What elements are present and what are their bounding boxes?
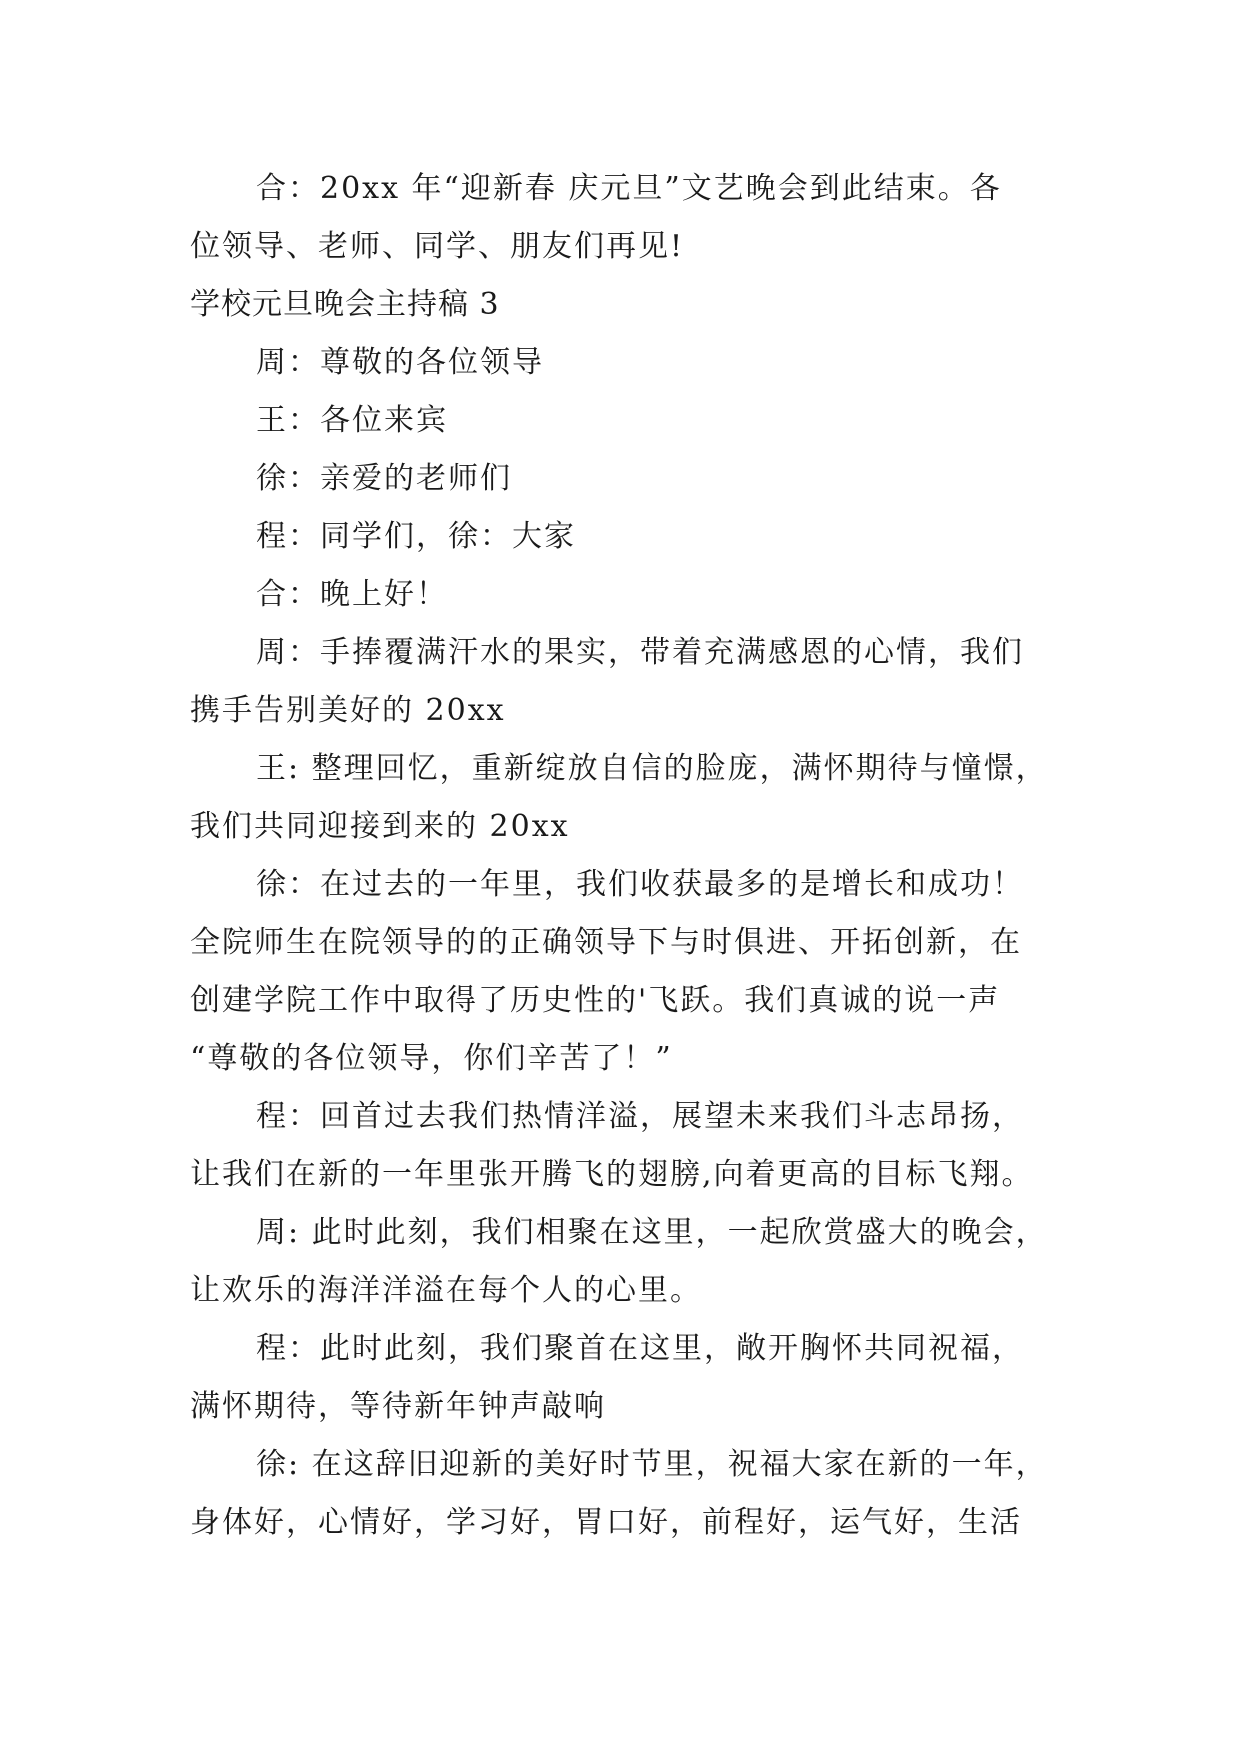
text-line: 携手告别美好的 20xx [190,693,506,728]
text-line: 周：手捧覆满汗水的果实，带着充满感恩的心情，我们 [256,635,1024,670]
document-body [190,160,1070,1552]
text-line: 合：晚上好！ [256,577,448,612]
text-line: 身体好，心情好，学习好，胃口好，前程好，运气好，生活 [190,1505,1022,1540]
text-line: 徐: 在这辞旧迎新的美好时节里，祝福大家在新的一年， [256,1447,1048,1482]
text-line: 周：尊敬的各位领导 [256,345,544,380]
text-line: 王: 整理回忆，重新绽放自信的脸庞，满怀期待与憧憬， [256,751,1048,786]
text-line: 位领导、老师、同学、朋友们再见! [190,229,685,264]
text-line: 全院师生在院领导的的正确领导下与时俱进、开拓创新，在 [190,925,1022,960]
text-line: 满怀期待，等待新年钟声敲响 [190,1389,606,1424]
text-line: 王：各位来宾 [256,403,448,438]
text-line: 周: 此时此刻，我们相聚在这里，一起欣赏盛大的晚会， [256,1215,1048,1250]
text-line: 徐：亲爱的老师们 [256,461,512,496]
text-line: 程：此时此刻，我们聚首在这里，敞开胸怀共同祝福， [256,1331,1024,1366]
text-line: 徐：在过去的一年里，我们收获最多的是增长和成功！ [256,867,1024,902]
text-line: “尊敬的各位领导，你们辛苦了！” [190,1041,673,1076]
text-line: 程：同学们，徐：大家 [256,519,576,554]
section-heading: 学校元旦晚会主持稿 3 [190,287,500,322]
text-line: 让欢乐的海洋洋溢在每个人的心里。 [190,1273,702,1308]
text-line: 合：20xx 年“迎新春 庆元旦”文艺晚会到此结束。各 [256,171,1002,206]
text-line: 创建学院工作中取得了历史性的'飞跃。我们真诚的说一声 [190,983,1001,1018]
text-line: 程：回首过去我们热情洋溢，展望未来我们斗志昂扬， [256,1099,1024,1134]
text-line: 让我们在新的一年里张开腾飞的翅膀,向着更高的目标飞翔。 [190,1157,1034,1192]
text-line: 我们共同迎接到来的 20xx [190,809,570,844]
